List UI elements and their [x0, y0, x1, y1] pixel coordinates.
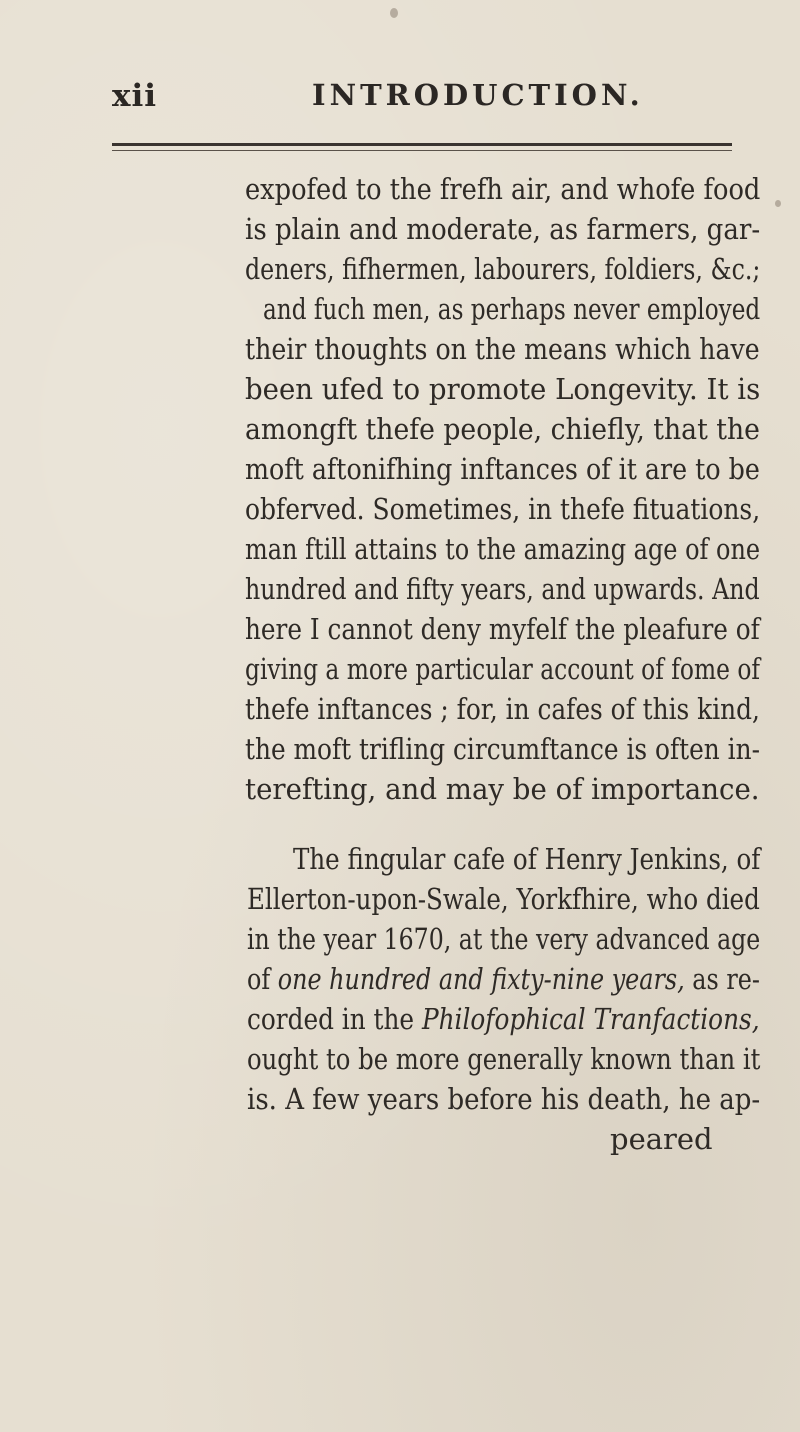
page-header: [112, 78, 772, 122]
header-rule: [112, 143, 732, 146]
text-run-italic: one hundred and fixty-nine years,: [277, 962, 685, 996]
running-head: INTRODUCTION.: [312, 78, 644, 112]
text-line: in the year 1670, at the very advanced age: [247, 922, 761, 956]
text-line: and fuch men, as perhaps never employed: [263, 292, 761, 326]
text-line: thefe inftances ; for, in cafes of this kind,: [245, 692, 760, 726]
text-line: [247, 1002, 760, 1036]
text-line: hundred and fifty years, and upwards. And: [245, 572, 760, 606]
text-run: corded in the: [247, 1002, 422, 1036]
text-line: here I cannot deny myfelf the pleafure of: [245, 612, 760, 646]
text-line: giving a more particular account of fome of: [245, 652, 761, 686]
text-line: obferved. Sometimes, in thefe fituations,: [245, 492, 761, 526]
text-line: deners, fifhermen, labourers, foldiers, &c.;: [245, 252, 761, 286]
text-run: as re-: [684, 962, 760, 996]
text-line: moft aftonifhing inftances of it are to be: [245, 452, 760, 486]
header-rule-thin: [112, 150, 732, 151]
text-line: been ufed to promote Longevity. It is: [245, 372, 761, 406]
text-run: of: [247, 962, 278, 996]
text-line: is plain and moderate, as farmers, gar-: [245, 212, 761, 246]
text-line: their thoughts on the means which have: [245, 332, 760, 366]
text-line: amongft thefe people, chiefly, that the: [245, 412, 760, 446]
text-line: is. A few years before his death, he ap-: [247, 1082, 761, 1116]
text-line: [247, 962, 760, 996]
catchword: peared: [610, 1122, 713, 1156]
ink-speck: [390, 8, 398, 18]
text-line: man ftill attains to the amazing age of one: [245, 532, 761, 566]
text-line: Ellerton-upon-Swale, Yorkfhire, who died: [247, 882, 760, 916]
text-run-italic: Philofophical Tranfactions,: [421, 1002, 760, 1036]
ink-speck: [775, 200, 781, 207]
text-line: expofed to the frefh air, and whofe food: [245, 172, 761, 206]
text-line: the moft trifling circumftance is often in-: [245, 732, 760, 766]
text-line: The fingular cafe of Henry Jenkins, of: [293, 842, 761, 876]
text-line: terefting, and may be of importance.: [245, 772, 760, 806]
text-line: ought to be more generally known than it: [247, 1042, 761, 1076]
page-number: xii: [112, 78, 158, 114]
